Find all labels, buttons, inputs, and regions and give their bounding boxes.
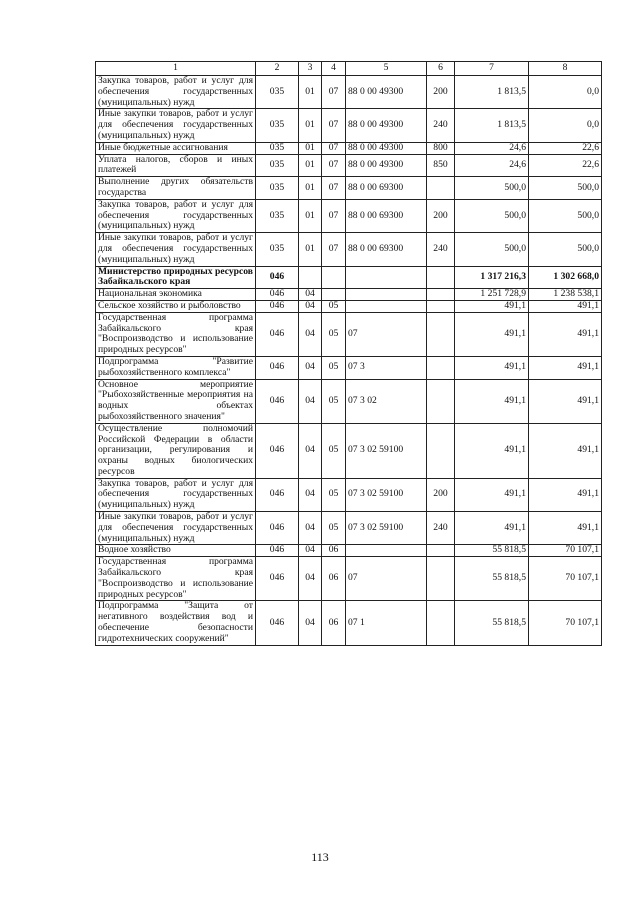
subsection-code: 05	[322, 300, 346, 312]
amount-year-2: 22,6	[529, 154, 602, 177]
ministry-code: 035	[256, 233, 299, 266]
ministry-code: 046	[256, 266, 299, 289]
expense-type-code	[427, 379, 455, 423]
expense-type-code	[427, 312, 455, 356]
table-row	[96, 601, 602, 645]
subsection-code: 07	[322, 142, 346, 154]
amount-year-2: 491,1	[529, 478, 602, 511]
subsection-code: 07	[322, 199, 346, 232]
target-article-code	[346, 545, 427, 557]
expense-type-code: 850	[427, 154, 455, 177]
section-code: 04	[299, 557, 322, 601]
target-article-code	[346, 289, 427, 301]
target-article-code: 88 0 00 69300	[346, 199, 427, 232]
ministry-code: 035	[256, 199, 299, 232]
amount-year-1: 1 251 728,9	[455, 289, 529, 301]
page-number: 113	[311, 850, 329, 864]
expense-type-code: 200	[427, 478, 455, 511]
column-number-row	[96, 62, 602, 76]
subsection-code: 05	[322, 356, 346, 379]
amount-year-1: 491,1	[455, 423, 529, 478]
table-row	[96, 478, 602, 511]
section-code: 04	[299, 512, 322, 545]
subsection-code: 07	[322, 154, 346, 177]
target-article-code: 88 0 00 49300	[346, 109, 427, 142]
row-description: Основное мероприятие "Рыбохозяйственные мероприятия на водных объектах рыбохозяйственного значения"	[96, 379, 256, 423]
ministry-code: 046	[256, 423, 299, 478]
target-article-code	[346, 300, 427, 312]
target-article-code	[346, 266, 427, 289]
column-number-4: 4	[322, 62, 346, 76]
subsection-code: 05	[322, 379, 346, 423]
table-row	[96, 545, 602, 557]
table-row	[96, 142, 602, 154]
subsection-code: 07	[322, 233, 346, 266]
table-row	[96, 154, 602, 177]
section-code: 04	[299, 545, 322, 557]
ministry-code: 046	[256, 312, 299, 356]
row-description: Иные бюджетные ассигнования	[96, 142, 256, 154]
table-row	[96, 177, 602, 200]
row-description: Подпрограмма "Защита от негативного воздействия вод и обеспечение безопасности гидротехнических сооружений"	[96, 601, 256, 645]
section-code: 04	[299, 312, 322, 356]
row-description: Иные закупки товаров, работ и услуг для обеспечения государственных (муниципальных) нужд	[96, 109, 256, 142]
amount-year-2: 491,1	[529, 423, 602, 478]
ministry-code: 046	[256, 379, 299, 423]
ministry-code: 046	[256, 478, 299, 511]
section-code: 01	[299, 154, 322, 177]
row-description: Иные закупки товаров, работ и услуг для обеспечения государственных (муниципальных) нужд	[96, 233, 256, 266]
table-row	[96, 289, 602, 301]
amount-year-2: 1 238 538,1	[529, 289, 602, 301]
row-description: Государственная программа Забайкальского края "Воспроизводство и использование природных ресурсов"	[96, 312, 256, 356]
section-code	[299, 266, 322, 289]
column-number-2: 2	[256, 62, 299, 76]
section-code: 04	[299, 478, 322, 511]
amount-year-2: 1 302 668,0	[529, 266, 602, 289]
ministry-code: 046	[256, 545, 299, 557]
amount-year-1: 55 818,5	[455, 557, 529, 601]
expense-type-code: 200	[427, 76, 455, 109]
row-description: Уплата налогов, сборов и иных платежей	[96, 154, 256, 177]
budget-table	[95, 61, 602, 646]
target-article-code: 07	[346, 557, 427, 601]
amount-year-1: 491,1	[455, 300, 529, 312]
subsection-code: 07	[322, 177, 346, 200]
amount-year-2: 70 107,1	[529, 545, 602, 557]
amount-year-1: 491,1	[455, 512, 529, 545]
column-number-3: 3	[299, 62, 322, 76]
amount-year-2: 0,0	[529, 76, 602, 109]
amount-year-2: 500,0	[529, 199, 602, 232]
ministry-code: 046	[256, 289, 299, 301]
expense-type-code	[427, 545, 455, 557]
subsection-code: 06	[322, 601, 346, 645]
row-description: Подпрограмма "Развитие рыбохозяйственного комплекса"	[96, 356, 256, 379]
subsection-code: 05	[322, 478, 346, 511]
amount-year-2: 491,1	[529, 356, 602, 379]
target-article-code: 07 3 02	[346, 379, 427, 423]
row-description: Министерство природных ресурсов Забайкальского края	[96, 266, 256, 289]
section-code: 01	[299, 109, 322, 142]
column-number-1: 1	[96, 62, 256, 76]
column-number-8: 8	[529, 62, 602, 76]
ministry-code: 046	[256, 601, 299, 645]
table-row	[96, 300, 602, 312]
target-article-code: 88 0 00 49300	[346, 154, 427, 177]
section-code: 01	[299, 199, 322, 232]
amount-year-1: 55 818,5	[455, 601, 529, 645]
ministry-code: 046	[256, 356, 299, 379]
amount-year-2: 22,6	[529, 142, 602, 154]
ministry-code: 035	[256, 109, 299, 142]
amount-year-1: 491,1	[455, 356, 529, 379]
expense-type-code	[427, 266, 455, 289]
column-number-7: 7	[455, 62, 529, 76]
subsection-code	[322, 289, 346, 301]
amount-year-1: 500,0	[455, 233, 529, 266]
subsection-code	[322, 266, 346, 289]
amount-year-2: 491,1	[529, 379, 602, 423]
subsection-code: 07	[322, 76, 346, 109]
table-row	[96, 199, 602, 232]
amount-year-1: 1 813,5	[455, 109, 529, 142]
target-article-code: 07 1	[346, 601, 427, 645]
target-article-code: 07 3 02 59100	[346, 478, 427, 511]
target-article-code: 88 0 00 69300	[346, 233, 427, 266]
amount-year-1: 500,0	[455, 199, 529, 232]
table-row	[96, 76, 602, 109]
row-description: Закупка товаров, работ и услуг для обеспечения государственных (муниципальных) нужд	[96, 76, 256, 109]
row-description: Закупка товаров, работ и услуг для обеспечения государственных (муниципальных) нужд	[96, 478, 256, 511]
row-description: Осуществление полномочий Российской Федерации в области организации, регулирования и охраны водных биологических ресурсов	[96, 423, 256, 478]
amount-year-1: 24,6	[455, 142, 529, 154]
amount-year-1: 500,0	[455, 177, 529, 200]
table-row	[96, 512, 602, 545]
amount-year-2: 500,0	[529, 233, 602, 266]
expense-type-code	[427, 557, 455, 601]
target-article-code: 88 0 00 69300	[346, 177, 427, 200]
table-row	[96, 557, 602, 601]
ministry-code: 035	[256, 142, 299, 154]
ministry-code: 035	[256, 177, 299, 200]
section-code: 01	[299, 177, 322, 200]
target-article-code: 07 3 02 59100	[346, 423, 427, 478]
table-row	[96, 312, 602, 356]
row-description: Национальная экономика	[96, 289, 256, 301]
expense-type-code	[427, 177, 455, 200]
amount-year-2: 491,1	[529, 512, 602, 545]
table-row	[96, 109, 602, 142]
table-row	[96, 379, 602, 423]
expense-type-code	[427, 300, 455, 312]
ministry-code: 046	[256, 557, 299, 601]
section-code: 04	[299, 300, 322, 312]
amount-year-1: 491,1	[455, 379, 529, 423]
section-code: 04	[299, 601, 322, 645]
section-code: 04	[299, 289, 322, 301]
subsection-code: 05	[322, 312, 346, 356]
table-row	[96, 423, 602, 478]
subsection-code: 06	[322, 545, 346, 557]
amount-year-1: 24,6	[455, 154, 529, 177]
subsection-code: 06	[322, 557, 346, 601]
expense-type-code: 800	[427, 142, 455, 154]
amount-year-2: 500,0	[529, 177, 602, 200]
target-article-code: 07	[346, 312, 427, 356]
row-description: Закупка товаров, работ и услуг для обеспечения государственных (муниципальных) нужд	[96, 199, 256, 232]
expense-type-code	[427, 601, 455, 645]
expense-type-code: 200	[427, 199, 455, 232]
amount-year-2: 491,1	[529, 300, 602, 312]
amount-year-1: 55 818,5	[455, 545, 529, 557]
ministry-code: 046	[256, 512, 299, 545]
row-description: Сельское хозяйство и рыболовство	[96, 300, 256, 312]
expense-type-code: 240	[427, 233, 455, 266]
amount-year-2: 70 107,1	[529, 601, 602, 645]
amount-year-1: 491,1	[455, 312, 529, 356]
expense-type-code	[427, 289, 455, 301]
section-code: 04	[299, 379, 322, 423]
target-article-code: 07 3 02 59100	[346, 512, 427, 545]
row-description: Государственная программа Забайкальского края "Воспроизводство и использование природных ресурсов"	[96, 557, 256, 601]
ministry-code: 046	[256, 300, 299, 312]
target-article-code: 07 3	[346, 356, 427, 379]
expense-type-code	[427, 356, 455, 379]
table-row	[96, 233, 602, 266]
table-body	[96, 62, 602, 646]
amount-year-2: 0,0	[529, 109, 602, 142]
amount-year-1: 491,1	[455, 478, 529, 511]
row-description: Водное хозяйство	[96, 545, 256, 557]
ministry-code: 035	[256, 76, 299, 109]
section-code: 01	[299, 142, 322, 154]
table-row	[96, 266, 602, 289]
section-code: 01	[299, 76, 322, 109]
subsection-code: 05	[322, 512, 346, 545]
row-description: Иные закупки товаров, работ и услуг для обеспечения государственных (муниципальных) нужд	[96, 512, 256, 545]
amount-year-2: 491,1	[529, 312, 602, 356]
amount-year-1: 1 317 216,3	[455, 266, 529, 289]
subsection-code: 05	[322, 423, 346, 478]
column-number-5: 5	[346, 62, 427, 76]
table-row	[96, 356, 602, 379]
row-description: Выполнение других обязательств государства	[96, 177, 256, 200]
section-code: 04	[299, 356, 322, 379]
expense-type-code: 240	[427, 512, 455, 545]
expense-type-code	[427, 423, 455, 478]
expense-type-code: 240	[427, 109, 455, 142]
target-article-code: 88 0 00 49300	[346, 76, 427, 109]
section-code: 01	[299, 233, 322, 266]
section-code: 04	[299, 423, 322, 478]
ministry-code: 035	[256, 154, 299, 177]
amount-year-1: 1 813,5	[455, 76, 529, 109]
subsection-code: 07	[322, 109, 346, 142]
column-number-6: 6	[427, 62, 455, 76]
target-article-code: 88 0 00 49300	[346, 142, 427, 154]
amount-year-2: 70 107,1	[529, 557, 602, 601]
